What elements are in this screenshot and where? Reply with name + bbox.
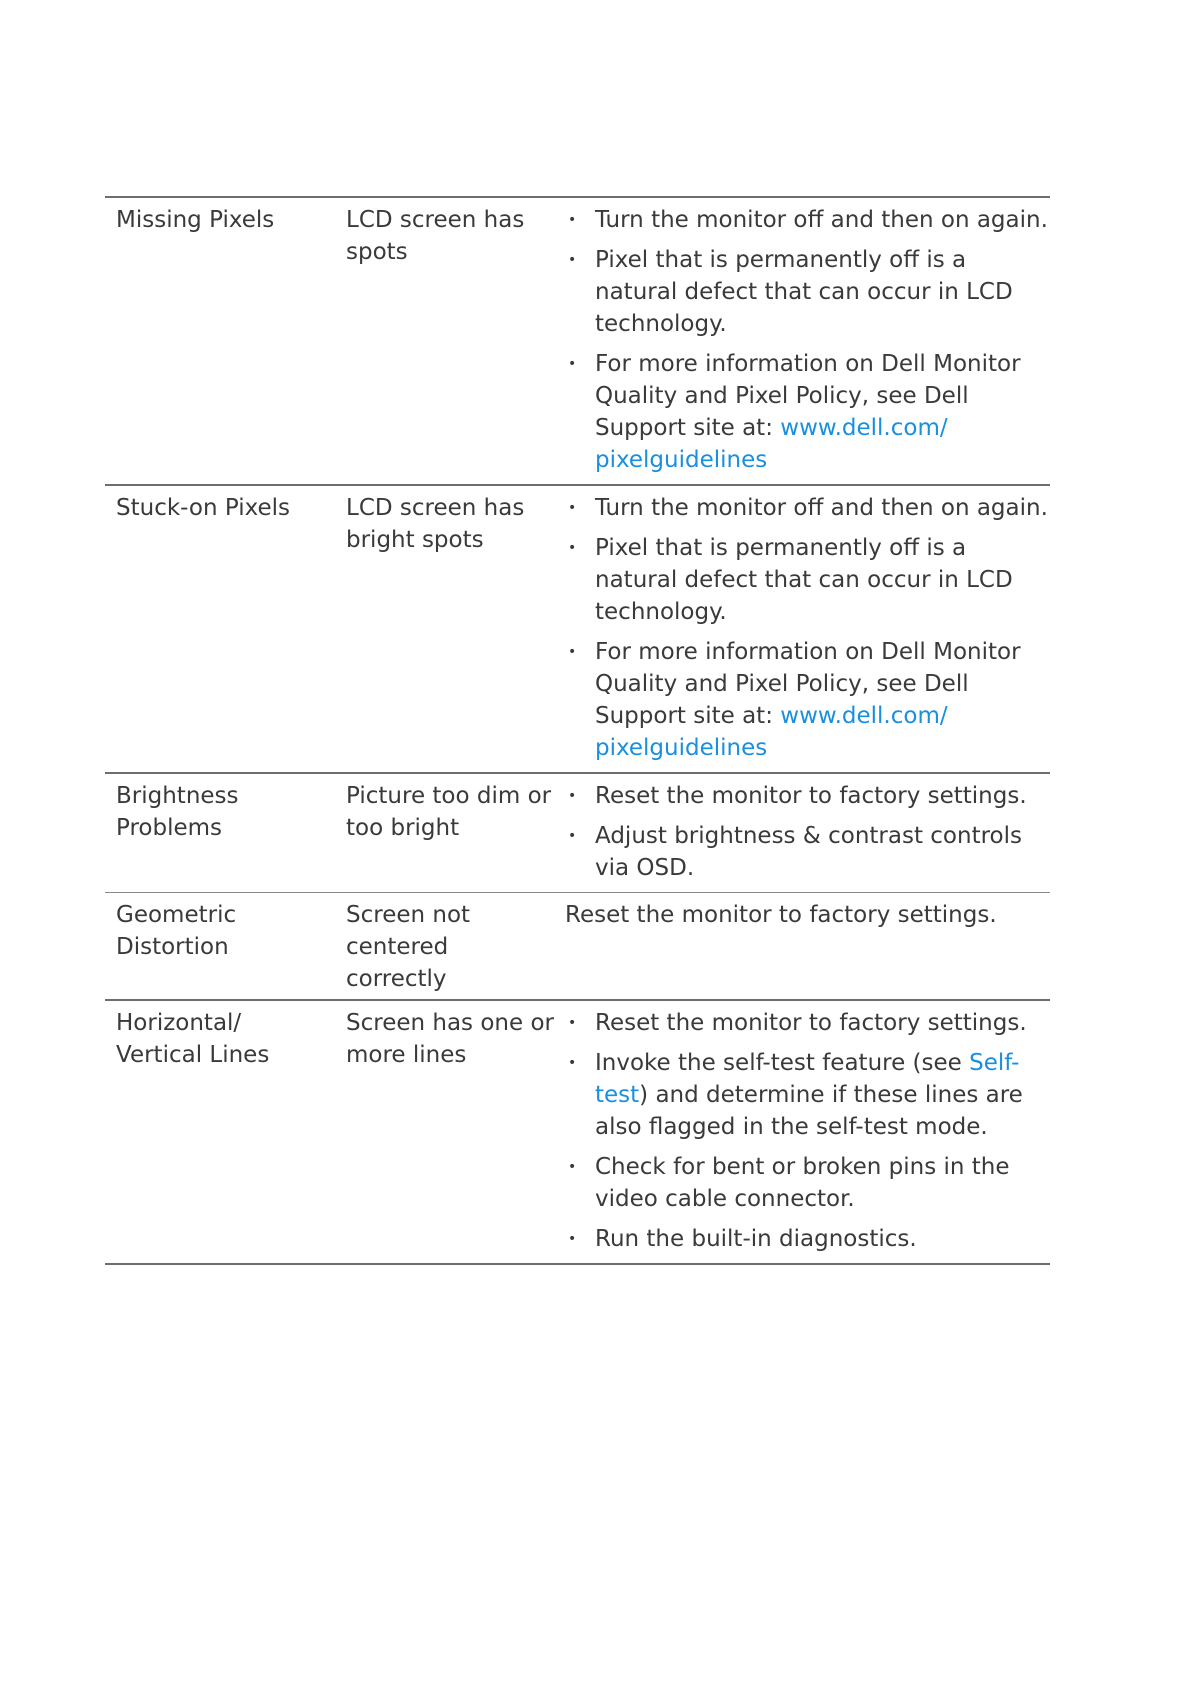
solution-item <box>565 1223 1050 1255</box>
solution-cell <box>565 893 1050 1001</box>
solution-text: Turn the monitor off and then on again. <box>595 207 1048 233</box>
table-row <box>105 1000 1050 1264</box>
solution-text: Invoke the self-test feature (see <box>595 1050 970 1076</box>
solution-item <box>565 1007 1050 1039</box>
bullet-icon: • <box>568 1055 577 1071</box>
solution-list <box>565 492 1050 764</box>
solution-text: ) and determine if these lines are also flagged in the self-test mode. <box>595 1082 1023 1140</box>
troubleshooting-table <box>105 196 1050 1265</box>
pixel-guidelines-link[interactable]: www.dell.com/ pixelguidelines <box>595 703 948 761</box>
bullet-icon: • <box>568 1231 577 1247</box>
solution-text: For more information on Dell Monitor Quality and Pixel Policy, see Dell Support site at: <box>595 639 1021 729</box>
table-row <box>105 893 1050 1001</box>
solution-item <box>565 348 1050 476</box>
solution-item <box>565 492 1050 524</box>
problem-cell: Missing Pixels <box>105 197 335 485</box>
solution-item <box>565 244 1050 340</box>
table-row <box>105 485 1050 773</box>
table-row <box>105 773 1050 893</box>
bullet-icon: • <box>568 828 577 844</box>
pixel-guidelines-link[interactable]: www.dell.com/ pixelguidelines <box>595 415 948 473</box>
solution-cell <box>565 485 1050 773</box>
solution-cell <box>565 197 1050 485</box>
solution-cell <box>565 773 1050 893</box>
solution-item <box>565 780 1050 812</box>
symptom-cell: Screen has one or more lines <box>346 1010 554 1068</box>
symptom-cell: LCD screen has bright spots <box>335 485 565 773</box>
problem-cell: Geometric Distortion <box>105 893 335 1001</box>
solution-item <box>565 204 1050 236</box>
bullet-icon: • <box>568 356 577 372</box>
problem-cell: Horizontal/ Vertical Lines <box>116 1010 270 1068</box>
symptom-cell: LCD screen has spots <box>335 197 565 485</box>
bullet-icon: • <box>568 1015 577 1031</box>
solution-text: Pixel that is permanently off is a natural defect that can occur in LCD technology. <box>595 247 1013 337</box>
solution-text: Pixel that is permanently off is a natural defect that can occur in LCD technology. <box>595 535 1013 625</box>
document-page <box>105 196 1050 1265</box>
bullet-icon: • <box>568 252 577 268</box>
bullet-icon: • <box>568 540 577 556</box>
solution-list <box>565 204 1050 476</box>
solution-text: For more information on Dell Monitor Quality and Pixel Policy, see Dell Support site at: <box>595 351 1021 441</box>
solution-text: Reset the monitor to factory settings. <box>565 902 997 928</box>
solution-list <box>565 1007 1050 1255</box>
problem-cell: Stuck-on Pixels <box>105 485 335 773</box>
solution-text: Check for bent or broken pins in the video cable connector. <box>595 1154 1010 1212</box>
solution-text: Reset the monitor to factory settings. <box>595 1010 1027 1036</box>
problem-cell: Brightness Problems <box>105 773 335 893</box>
solution-item <box>565 636 1050 764</box>
solution-text: Run the built-in diagnostics. <box>595 1226 917 1252</box>
solution-item <box>565 820 1050 884</box>
solution-text: Turn the monitor off and then on again. <box>595 495 1048 521</box>
bullet-icon: • <box>568 644 577 660</box>
solution-item <box>565 1151 1050 1215</box>
solution-text: Adjust brightness & contrast controls via OSD. <box>595 823 1022 881</box>
symptom-cell: Screen not centered correctly <box>335 893 565 1001</box>
solution-item <box>565 532 1050 628</box>
symptom-cell: Picture too dim or too bright <box>335 773 565 893</box>
self-test-link[interactable]: Self-test <box>595 1050 1020 1108</box>
bullet-icon: • <box>568 788 577 804</box>
solution-text: Reset the monitor to factory settings. <box>595 783 1027 809</box>
table-row <box>105 197 1050 485</box>
solution-item <box>565 1047 1050 1143</box>
bullet-icon: • <box>568 500 577 516</box>
solution-list <box>565 780 1050 884</box>
bullet-icon: • <box>568 1159 577 1175</box>
solution-cell <box>565 1000 1050 1264</box>
bullet-icon: • <box>568 212 577 228</box>
